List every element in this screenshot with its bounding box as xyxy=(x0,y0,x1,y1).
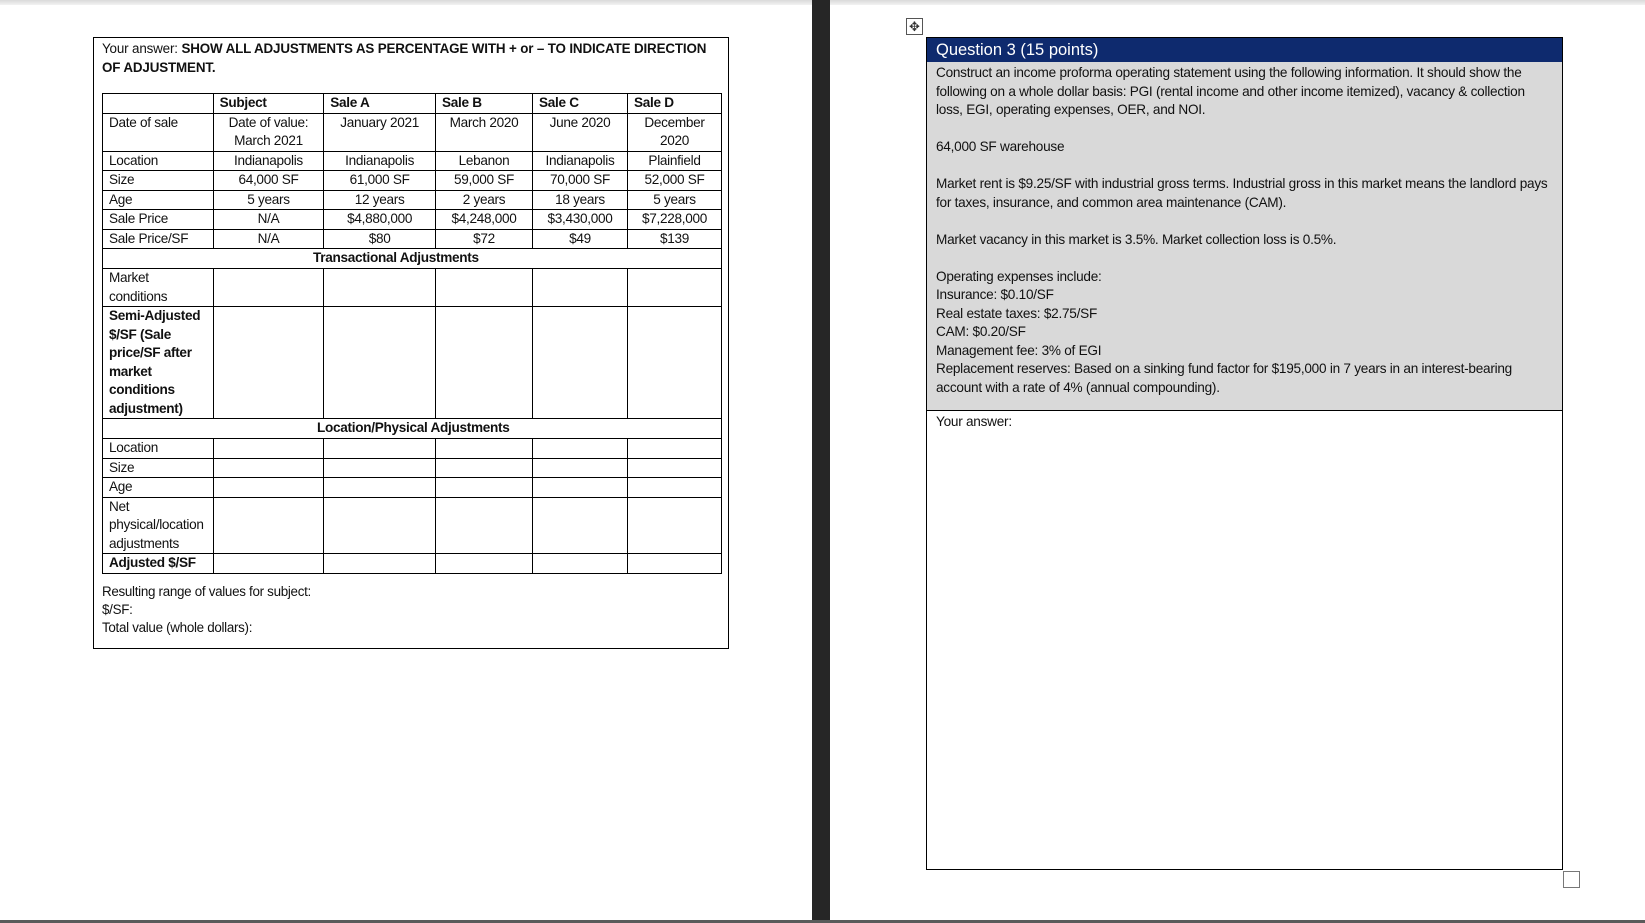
cell: 70,000 SF xyxy=(533,171,628,191)
question-paragraph: Market vacancy in this market is 3.5%. Market collection loss is 0.5%. xyxy=(936,231,1337,247)
header-sale-d: Sale D xyxy=(628,94,722,114)
resize-handle-icon[interactable] xyxy=(1563,871,1580,888)
answer-area[interactable] xyxy=(927,411,1562,433)
table-row xyxy=(103,229,722,249)
question-title: Question 3 (15 points) xyxy=(927,38,1562,62)
table-row xyxy=(103,210,722,230)
cell: 5 years xyxy=(213,190,324,210)
header-subject: Subject xyxy=(213,94,324,114)
cell: December 2020 xyxy=(628,113,722,151)
cell: June 2020 xyxy=(533,113,628,151)
cell: Plainfield xyxy=(628,151,722,171)
move-handle-icon[interactable]: ✥ xyxy=(906,18,923,35)
row-label: Semi-Adjusted $/SF (Sale price/SF after market conditions adjustment) xyxy=(103,307,214,419)
input-cell[interactable] xyxy=(628,269,722,307)
row-label: Net physical/location adjustments xyxy=(103,497,214,554)
input-cell[interactable] xyxy=(628,458,722,478)
cell: $80 xyxy=(324,229,436,249)
row-label: Location xyxy=(103,439,214,459)
input-cell[interactable] xyxy=(324,269,436,307)
row-label: Sale Price xyxy=(103,210,214,230)
cell: $4,248,000 xyxy=(435,210,532,230)
input-cell[interactable] xyxy=(628,554,722,574)
section-row xyxy=(103,249,722,269)
table-row xyxy=(103,497,722,554)
opex-item: Insurance: $0.10/SF xyxy=(936,287,1054,302)
cell: 18 years xyxy=(533,190,628,210)
input-cell[interactable] xyxy=(628,497,722,554)
header-sale-c: Sale C xyxy=(533,94,628,114)
input-cell[interactable] xyxy=(435,439,532,459)
row-label: Size xyxy=(103,458,214,478)
table-row xyxy=(103,307,722,419)
resulting-range-label: Resulting range of values for subject: xyxy=(102,584,311,599)
cell: Indianapolis xyxy=(533,151,628,171)
input-cell[interactable] xyxy=(533,497,628,554)
row-label: Market conditions xyxy=(103,269,214,307)
table-row xyxy=(103,478,722,498)
opex-heading: Operating expenses include: xyxy=(936,268,1102,284)
row-label: Location xyxy=(103,151,214,171)
input-cell[interactable] xyxy=(324,439,436,459)
input-cell[interactable] xyxy=(213,478,324,498)
cell: $72 xyxy=(435,229,532,249)
opex-item: Real estate taxes: $2.75/SF xyxy=(936,305,1098,321)
input-cell[interactable] xyxy=(533,458,628,478)
input-cell[interactable] xyxy=(324,307,436,419)
input-cell[interactable] xyxy=(324,458,436,478)
table-row xyxy=(103,269,722,307)
input-cell[interactable] xyxy=(324,478,436,498)
input-cell[interactable] xyxy=(533,478,628,498)
cell: Indianapolis xyxy=(324,151,436,171)
cell: January 2021 xyxy=(324,113,436,151)
cell: $139 xyxy=(628,229,722,249)
input-cell[interactable] xyxy=(435,269,532,307)
page-gutter xyxy=(812,0,830,923)
cell: 64,000 SF xyxy=(213,171,324,191)
input-cell[interactable] xyxy=(435,554,532,574)
cell: March 2020 xyxy=(435,113,532,151)
header-sale-a: Sale A xyxy=(324,94,436,114)
row-label: Age xyxy=(103,478,214,498)
cell: Indianapolis xyxy=(213,151,324,171)
table-row xyxy=(103,439,722,459)
total-value-label: Total value (whole dollars): xyxy=(102,620,253,635)
answer-label: Your answer: xyxy=(936,414,1012,429)
section-transactional-adjustments: Transactional Adjustments xyxy=(103,249,722,269)
input-cell[interactable] xyxy=(628,307,722,419)
row-label: Sale Price/SF xyxy=(103,229,214,249)
answer-box-left[interactable] xyxy=(93,37,729,649)
answer-prefix: Your answer: xyxy=(102,41,182,56)
input-cell[interactable] xyxy=(435,497,532,554)
input-cell[interactable] xyxy=(628,439,722,459)
grid-header-row xyxy=(103,94,722,114)
input-cell[interactable] xyxy=(628,478,722,498)
header-cell xyxy=(103,94,214,114)
cell: $7,228,000 xyxy=(628,210,722,230)
table-row xyxy=(103,458,722,478)
row-label: Adjusted $/SF xyxy=(103,554,214,574)
opex-item: Management fee: 3% of EGI xyxy=(936,342,1102,358)
cell: 61,000 SF xyxy=(324,171,436,191)
question-body xyxy=(927,62,1562,411)
question-3-box xyxy=(926,37,1563,870)
input-cell[interactable] xyxy=(213,269,324,307)
per-sf-label: $/SF: xyxy=(102,602,133,617)
cell: $4,880,000 xyxy=(324,210,436,230)
input-cell[interactable] xyxy=(213,439,324,459)
input-cell[interactable] xyxy=(435,478,532,498)
cell: N/A xyxy=(213,229,324,249)
table-row xyxy=(103,554,722,574)
cell: Date of value: March 2021 xyxy=(213,113,324,151)
cell: 5 years xyxy=(628,190,722,210)
instruction-text: SHOW ALL ADJUSTMENTS AS PERCENTAGE WITH + or – TO INDICATE DIRECTION OF ADJUSTMENT. xyxy=(102,41,707,75)
table-row xyxy=(103,113,722,151)
input-cell[interactable] xyxy=(324,554,436,574)
cell: 2 years xyxy=(435,190,532,210)
question-paragraph: 64,000 SF warehouse xyxy=(936,139,1065,154)
cell: Lebanon xyxy=(435,151,532,171)
row-label: Date of sale xyxy=(103,113,214,151)
answer-instruction xyxy=(102,39,722,77)
table-row xyxy=(103,171,722,191)
header-sale-b: Sale B xyxy=(435,94,532,114)
cell: $3,430,000 xyxy=(533,210,628,230)
question-paragraph: Market rent is $9.25/SF with industrial gross terms. Industrial gross in this market means the landlord pays for taxes, insurance, and common area maintenance (CAM). xyxy=(936,176,1548,210)
question-paragraph: Construct an income proforma operating statement using the following information. It should show the following on a whole dollar basis: PGI (rental income and other income itemized), vacancy & collection loss, EGI, operating expenses, OER, and NOI. xyxy=(936,65,1525,117)
input-cell[interactable] xyxy=(435,307,532,419)
input-cell[interactable] xyxy=(533,439,628,459)
cell: 59,000 SF xyxy=(435,171,532,191)
comparables-grid xyxy=(102,93,722,574)
cell: N/A xyxy=(213,210,324,230)
input-cell[interactable] xyxy=(324,497,436,554)
table-row xyxy=(103,151,722,171)
cell: 12 years xyxy=(324,190,436,210)
opex-item: CAM: $0.20/SF xyxy=(936,324,1026,339)
input-cell[interactable] xyxy=(435,458,532,478)
row-label: Age xyxy=(103,190,214,210)
resulting-summary xyxy=(102,583,311,637)
input-cell[interactable] xyxy=(213,497,324,554)
input-cell[interactable] xyxy=(533,269,628,307)
input-cell[interactable] xyxy=(533,307,628,419)
cell: 52,000 SF xyxy=(628,171,722,191)
section-row xyxy=(103,419,722,439)
input-cell[interactable] xyxy=(213,458,324,478)
input-cell[interactable] xyxy=(213,554,324,574)
cell: $49 xyxy=(533,229,628,249)
row-label: Size xyxy=(103,171,214,191)
table-row xyxy=(103,190,722,210)
input-cell[interactable] xyxy=(213,307,324,419)
input-cell[interactable] xyxy=(533,554,628,574)
section-location-physical-adjustments: Location/Physical Adjustments xyxy=(103,419,722,439)
opex-item: Replacement reserves: Based on a sinking fund factor for $195,000 in 7 years in an interest-bearing account with a rate of 4% (annual compounding). xyxy=(936,361,1512,395)
